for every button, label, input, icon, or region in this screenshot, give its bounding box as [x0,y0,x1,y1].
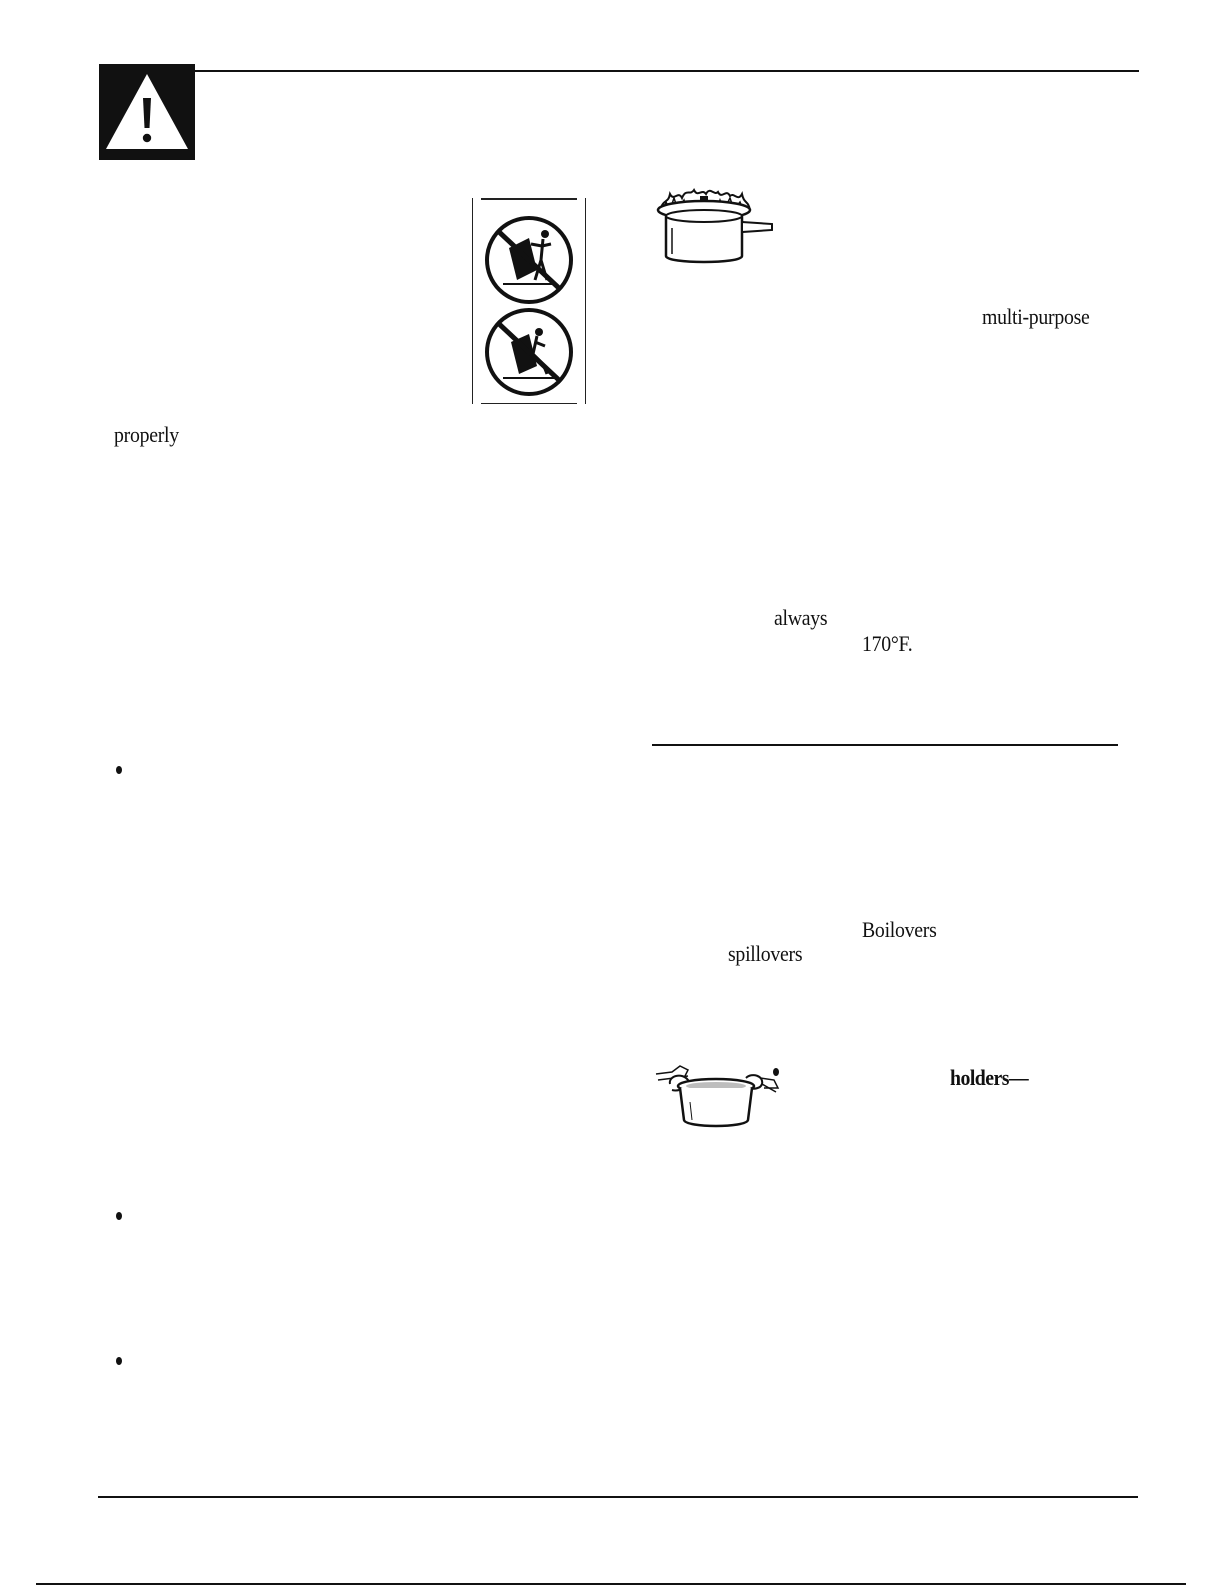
text-fragment-always: always [774,605,828,630]
text-fragment-holders: holders— [950,1065,1029,1090]
text-fragment-properly: properly [114,422,179,447]
no-climbing-on-door-icon [481,214,577,306]
section-divider [652,744,1118,746]
footer-rule [98,1496,1138,1498]
warning-triangle-icon [99,64,195,160]
text-fragment-multi-purpose: multi-purpose [982,304,1090,329]
warning-block [99,64,195,160]
text-fragment-temperature: 170°F. [862,631,913,656]
text-fragment-boilovers: Boilovers [862,917,937,942]
pot-holders-icon [654,1062,780,1130]
no-sitting-on-door-icon [481,306,577,398]
list-bullet [773,1068,779,1076]
door-safety-icon-panel [472,198,586,404]
header-rule [195,70,1139,72]
page-bottom-rule [36,1583,1186,1585]
list-bullet [116,766,122,774]
list-bullet [116,1212,122,1220]
text-fragment-spillovers: spillovers [728,941,803,966]
pan-fire-icon [654,182,778,268]
list-bullet [116,1357,122,1365]
